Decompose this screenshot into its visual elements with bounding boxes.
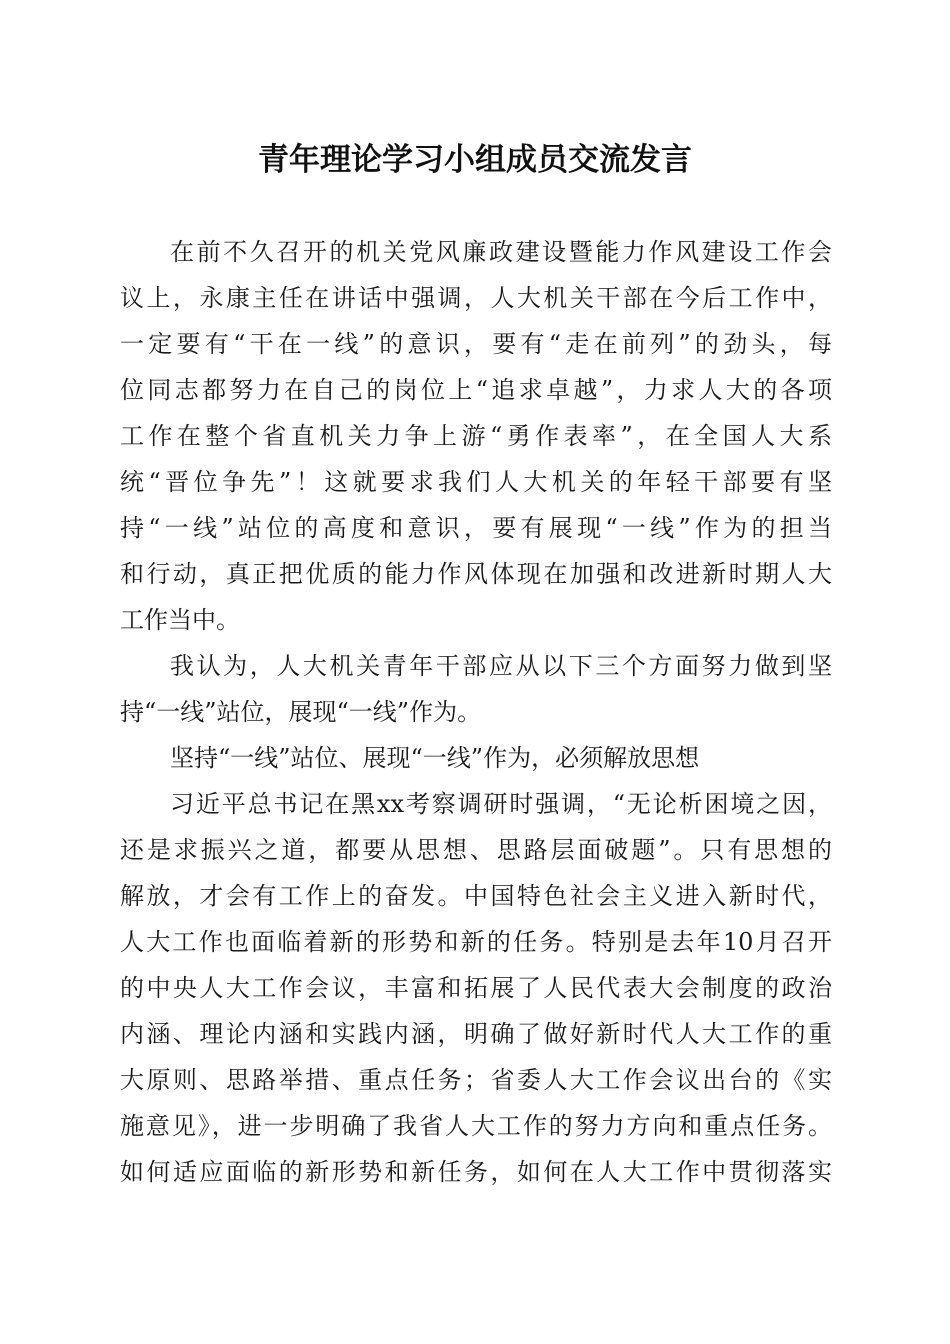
paragraph-line: 解放，才会有工作上的奋发。中国特色社会主义进入新时代， bbox=[120, 882, 832, 910]
paragraph-line: 习近平总书记在黑xx考察调研时强调，“无论析困境之因， bbox=[170, 790, 832, 818]
paragraph-line: 议上，永康主任在讲话中强调，人大机关干部在今后工作中， bbox=[120, 284, 832, 312]
paragraph-line: 持“一线”站位的高度和意识，要有展现“一线”作为的担当 bbox=[120, 514, 832, 542]
paragraph-line: 如何适应面临的新形势和新任务，如何在人大工作中贯彻落实 bbox=[120, 1158, 832, 1186]
paragraph-line: 我认为，人大机关青年干部应从以下三个方面努力做到坚 bbox=[170, 652, 832, 680]
paragraph-line: 施意见》，进一步明确了我省人大工作的努力方向和重点任务。 bbox=[120, 1112, 832, 1140]
document-title: 青年理论学习小组成员交流发言 bbox=[258, 142, 692, 178]
paragraph-line: 大原则、思路举措、重点任务；省委人大工作会议出台的《实 bbox=[120, 1066, 832, 1094]
paragraph-line: 在前不久召开的机关党风廉政建设暨能力作风建设工作会 bbox=[170, 238, 832, 266]
paragraph-line: 和行动，真正把优质的能力作风体现在加强和改进新时期人大 bbox=[120, 560, 832, 588]
paragraph-line: 持“一线”站位，展现“一线”作为。 bbox=[120, 698, 482, 726]
paragraph-line: 工作当中。 bbox=[120, 606, 240, 634]
paragraph-line: 工作在整个省直机关力争上游“勇作表率”，在全国人大系 bbox=[120, 422, 832, 450]
paragraph-line: 一定要有“干在一线”的意识，要有“走在前列”的劲头，每 bbox=[120, 330, 832, 358]
section-heading: 坚持“一线”站位、展现“一线”作为，必须解放思想 bbox=[170, 744, 700, 772]
paragraph-line: 位同志都努力在自己的岗位上“追求卓越”，力求人大的各项 bbox=[120, 376, 832, 404]
paragraph-line: 内涵、理论内涵和实践内涵，明确了做好新时代人大工作的重 bbox=[120, 1020, 832, 1048]
paragraph-line: 统“晋位争先”！这就要求我们人大机关的年轻干部要有坚 bbox=[120, 468, 832, 496]
paragraph-line: 人大工作也面临着新的形势和新的任务。特别是去年10月召开 bbox=[120, 928, 832, 956]
paragraph-line: 还是求振兴之道，都要从思想、思路层面破题”。只有思想的 bbox=[120, 836, 832, 864]
paragraph-line: 的中央人大工作会议，丰富和拓展了人民代表大会制度的政治 bbox=[120, 974, 832, 1002]
